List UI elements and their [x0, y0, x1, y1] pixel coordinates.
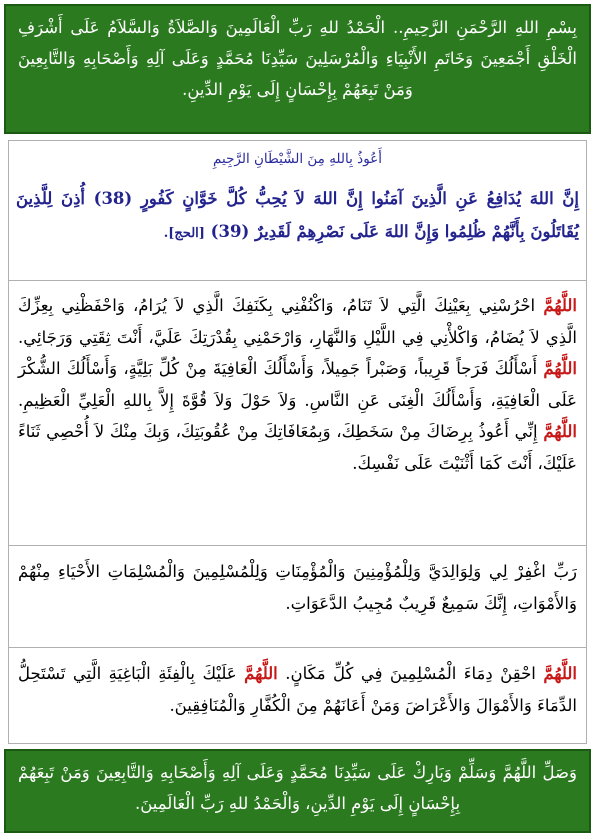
divider-1 — [8, 280, 587, 281]
divider-2 — [8, 545, 587, 546]
header-text: بِسْمِ اللهِ الرَّحْمَنِ الرَّحِيمِ.. الْحَمْدُ للهِ رَبِّ الْعَالَمِينَ وَالصَّلاَةُ وَالسَّلاَمُ عَلَى أَشْرَفِ الْخَلْقِ أَجْمَعِينَ وَخَاتَمِ الأَنْبِيَاءِ وَالْمُرْسَلِينَ سَيِّدِنَا مُحَمَّدٍ وَعَلَى آلِهِ وَأَصْحَابِهِ وَالتَّابِعِينَ وَمَنْ تَبِعَهُمْ بِإِحْسَانٍ إِلَى يَوْمِ الدِّينِ. — [18, 18, 577, 99]
allahumma-word: اللَّهُمَّ — [543, 664, 577, 683]
dua-parents-text: رَبِّ اغْفِرْ لِي وَلِوَالِدَيَّ وَلِلْمُؤْمِنِينَ وَالْمُؤْمِنَاتِ وَلِلْمُسْلِمِينَ وَالْمُسْلِمَاتِ الأَحْيَاءِ مِنْهُمْ وَالأَمْوَاتِ، إِنَّكَ سَمِيعٌ قَرِيبٌ مُجِيبُ الدَّعَوَاتِ. — [18, 562, 577, 613]
dua-text: احْقِنْ دِمَاءَ الْمُسْلِمِينَ فِي كُلِّ مَكَانٍ. — [277, 664, 544, 683]
dua-main-paragraph — [10, 286, 585, 538]
footer-text: وَصَلِّ اللَّهُمَّ وَسَلِّمْ وَبَارِكْ عَلَى سَيِّدِنَا مُحَمَّدٍ وَعَلَى آلِهِ وَأَصْحَابِهِ وَالتَّابِعِينَ وَمَنْ تَبِعَهُمْ بِإِحْسَانٍ إِلَى يَوْمِ الدِّينِ، وَالْحَمْدُ للهِ رَبِّ الْعَالَمِينَ. — [18, 763, 577, 813]
allahumma-word: اللَّهُمَّ — [244, 664, 278, 683]
header-basmala-box — [4, 4, 591, 134]
istiadha-line: أَعُوذُ بِاللهِ مِنَ الشَّيْطَانِ الرَّجِيمِ — [213, 151, 382, 167]
allahumma-word: اللَّهُمَّ — [543, 422, 577, 441]
dua-last-paragraph — [10, 654, 585, 736]
allahumma-word: اللَّهُمَّ — [543, 359, 577, 378]
allahumma-word: اللَّهُمَّ — [543, 296, 577, 315]
dua-parents-paragraph — [10, 552, 585, 642]
verse-reference: [الحج]. — [163, 226, 205, 241]
footer-salawat-box — [4, 749, 591, 833]
dua-text: إِنِّي أَعُوذُ بِرِضَاكَ مِنْ سَخَطِكَ، وَبِمُعَافَاتِكَ مِنْ عُقُوبَتِكَ، وَبِكَ مِنْكَ لاَ أُحْصِي ثَنَاءً عَلَيْكَ، أَنْتَ كَمَا أَثْنَيْتَ عَلَى نَفْسِكَ. — [18, 422, 577, 473]
dua-text: عَلَيْكَ بِالْفِئَةِ الْبَاغِيَةِ الَّتِي تَسْتَحِلُّ الدِّمَاءَ وَالأَمْوَالَ وَالأَعْرَاضَ وَمَنْ أَعَانَهُمْ مِنَ الْكُفَّارِ وَالْمُنَافِقِينَ. — [18, 664, 577, 715]
quran-verse — [10, 178, 585, 276]
divider-3 — [8, 647, 587, 648]
verse-text: إِنَّ اللهَ يُدَافِعُ عَنِ الَّذِينَ آمَنُوا إِنَّ اللهَ لاَ يُحِبُّ كُلَّ خَوَّانٍ كَفُورٍ (38) أُذِنَ لِلَّذِينَ يُقَاتَلُونَ بِأَنَّهُمْ ظُلِمُوا وَإِنَّ اللهَ عَلَى نَصْرِهِمْ لَقَدِيرٌ (39) — [16, 189, 579, 241]
dua-text: احْرُسْنِي بِعَيْنِكَ الَّتِي لاَ تَنَامُ، وَاكْنُفْنِي بِكَنَفِكَ الَّذِي لاَ يُرَامُ، وَاحْفَظْنِي بِعِزِّكَ الَّذِي لاَ يُضَامُ، وَاكْلأْنِي فِي اللَّيْلِ وَالنَّهَارِ، وَارْحَمْنِي بِقُدْرَتِكَ عَلَيَّ، أَنْتَ ثِقَتِي وَرَجَائِي. — [18, 296, 577, 347]
dua-text: أَسْأَلُكَ فَرَجاً قَرِيباً، وَصَبْراً جَمِيلاً، وَأَسْأَلُكَ الْعَافِيَةَ مِنْ كُلِّ بَلِيَّةٍ، وَأَسْأَلُكَ الشُّكْرَ عَلَى الْعَافِيَةِ، وَأَسْأَلُكَ الْغِنَى عَنِ النَّاسِ. وَلاَ حَوْلَ وَلاَ قُوَّةَ إِلاَّ بِاللهِ الْعَلِيِّ الْعَظِيمِ. — [18, 359, 577, 410]
